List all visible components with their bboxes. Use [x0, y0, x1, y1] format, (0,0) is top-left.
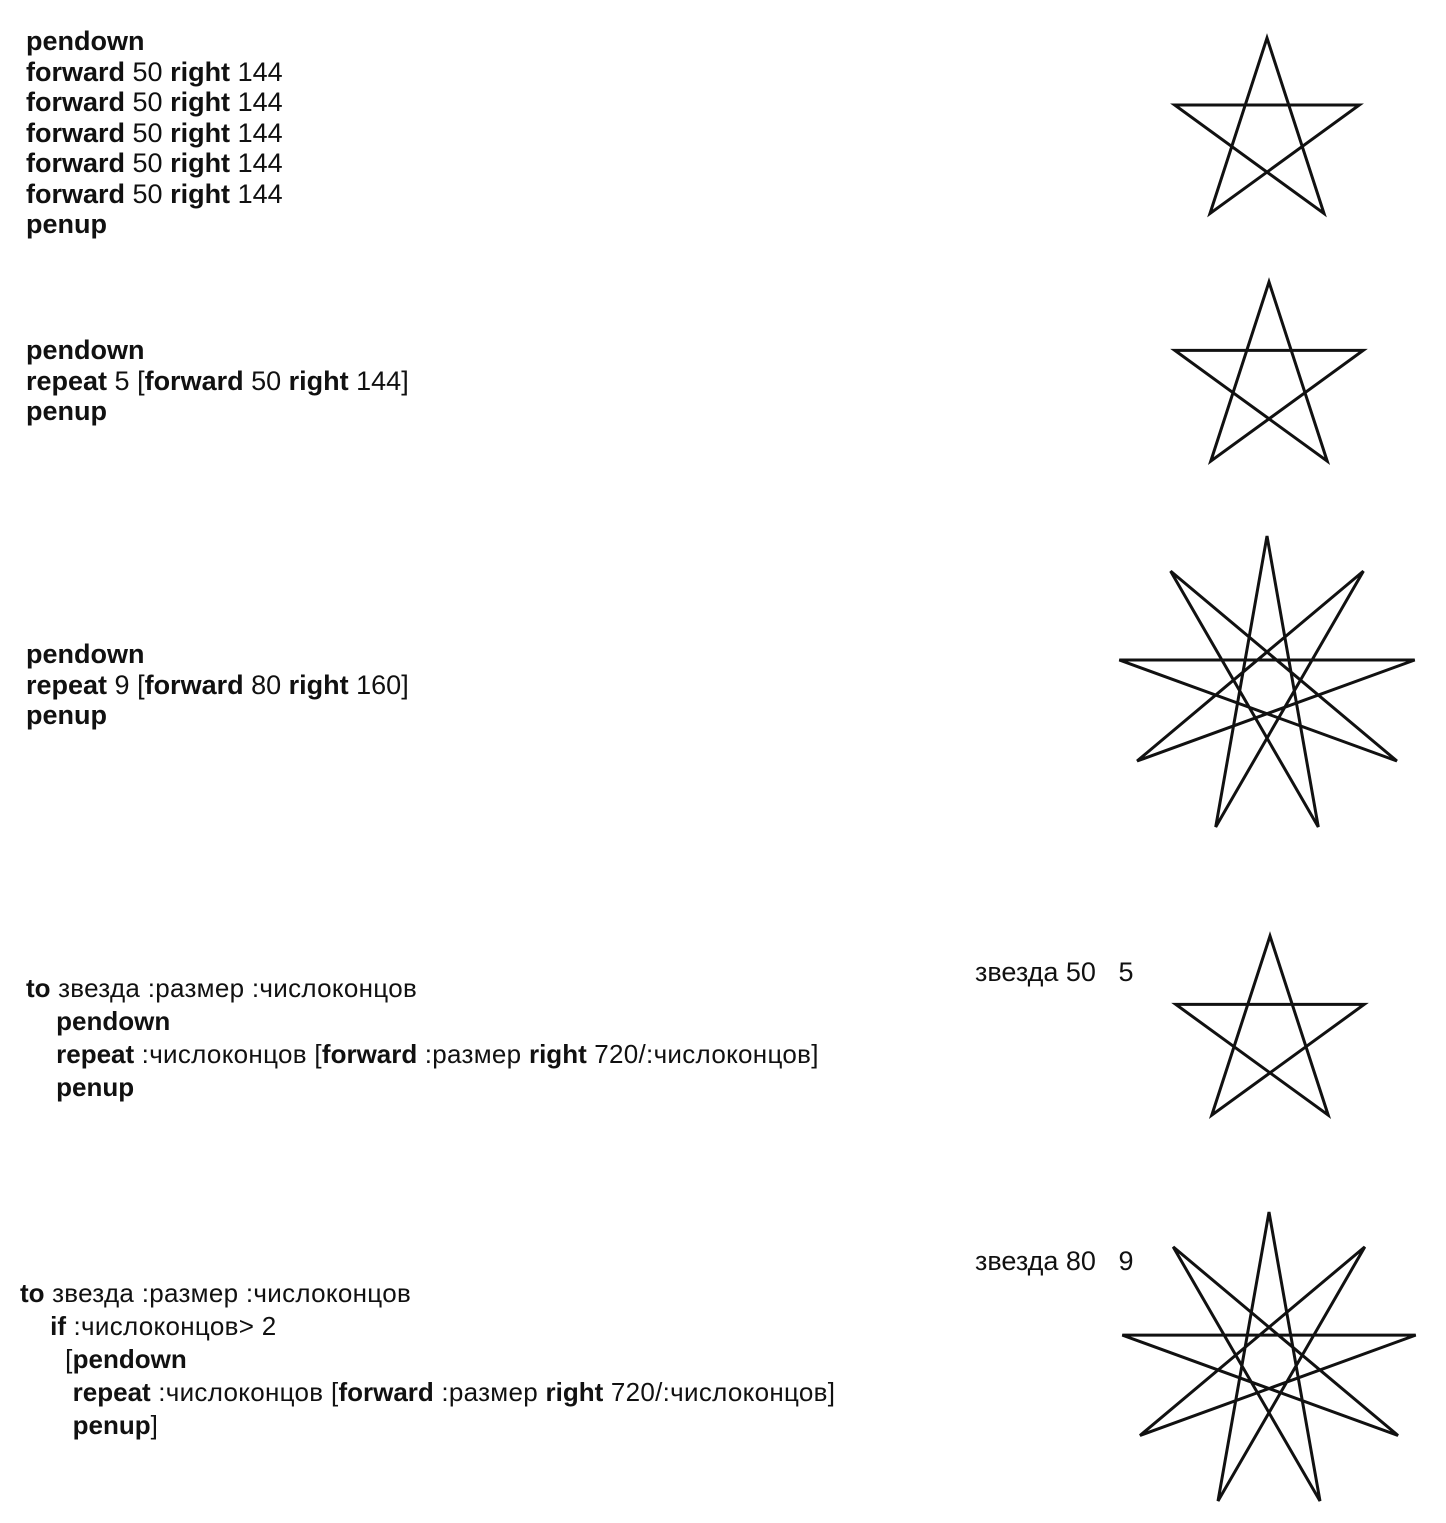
keyword: penup: [26, 209, 107, 239]
keyword: penup: [26, 396, 107, 426]
code-text: 50: [125, 178, 171, 209]
code-text: [: [20, 1344, 73, 1374]
procedure-call-2: звезда 80 9: [975, 1246, 1134, 1276]
code-text: 50: [243, 365, 289, 396]
code-text: 50: [125, 148, 171, 178]
code-text: :числоконцов [: [134, 1039, 322, 1069]
keyword: if: [50, 1311, 66, 1341]
keyword: pendown: [26, 26, 145, 56]
code-text: :числоконцов [: [150, 1377, 339, 1407]
keyword: forward: [338, 1377, 434, 1407]
code-text: 720/:числоконцов]: [586, 1039, 819, 1069]
keyword: forward: [144, 365, 244, 396]
keyword: right: [545, 1377, 604, 1407]
keyword: pendown: [72, 1344, 187, 1374]
keyword: repeat: [26, 365, 108, 396]
keyword: right: [170, 87, 231, 117]
code-text: 144]: [348, 365, 409, 396]
code-text: 50: [125, 117, 171, 148]
code-text: 50: [125, 56, 171, 87]
code-text: звезда :размер :числоконцов: [50, 973, 418, 1003]
code-text: :размер: [417, 1039, 529, 1069]
code-text: 144: [230, 178, 283, 209]
keyword: right: [528, 1039, 587, 1069]
keyword: penup: [72, 1410, 151, 1440]
keyword: repeat: [56, 1039, 135, 1069]
code-text: 144: [230, 148, 283, 178]
keyword: penup: [26, 700, 107, 730]
keyword: forward: [321, 1039, 418, 1069]
keyword: forward: [26, 117, 126, 148]
code-text: 144: [230, 87, 283, 117]
keyword: forward: [26, 178, 126, 209]
keyword: right: [288, 669, 349, 700]
keyword: penup: [56, 1072, 135, 1102]
code-text: 50: [125, 87, 171, 117]
keyword: repeat: [72, 1377, 151, 1407]
keyword: pendown: [26, 639, 145, 669]
keyword: right: [170, 178, 231, 209]
code-text: :числоконцов> 2: [66, 1311, 277, 1341]
code-text: 5 [: [107, 365, 145, 396]
star-path-5: [1122, 1212, 1415, 1501]
keyword: right: [288, 365, 349, 396]
code-text: звезда :размер :числоконцов: [44, 1278, 412, 1308]
keyword: right: [170, 117, 231, 148]
code-text: ]: [150, 1410, 159, 1440]
keyword: to: [26, 973, 51, 1003]
code-text: 9 [: [107, 669, 145, 700]
code-text: 144: [230, 56, 283, 87]
code-text: 160]: [348, 669, 409, 700]
keyword: repeat: [26, 669, 108, 700]
code-text: 144: [230, 117, 283, 148]
keyword: forward: [26, 87, 126, 117]
procedure-call-1: звезда 50 5: [975, 957, 1134, 987]
keyword: right: [170, 148, 231, 178]
code-text: 80: [243, 669, 289, 700]
keyword: pendown: [56, 1006, 171, 1036]
keyword: forward: [144, 669, 244, 700]
keyword: forward: [26, 56, 126, 87]
keyword: forward: [26, 148, 126, 178]
code-text: 720/:числоконцов]: [603, 1377, 836, 1407]
code-text: :размер: [433, 1377, 546, 1407]
keyword: to: [20, 1278, 45, 1308]
keyword: pendown: [26, 335, 145, 365]
keyword: right: [170, 56, 231, 87]
